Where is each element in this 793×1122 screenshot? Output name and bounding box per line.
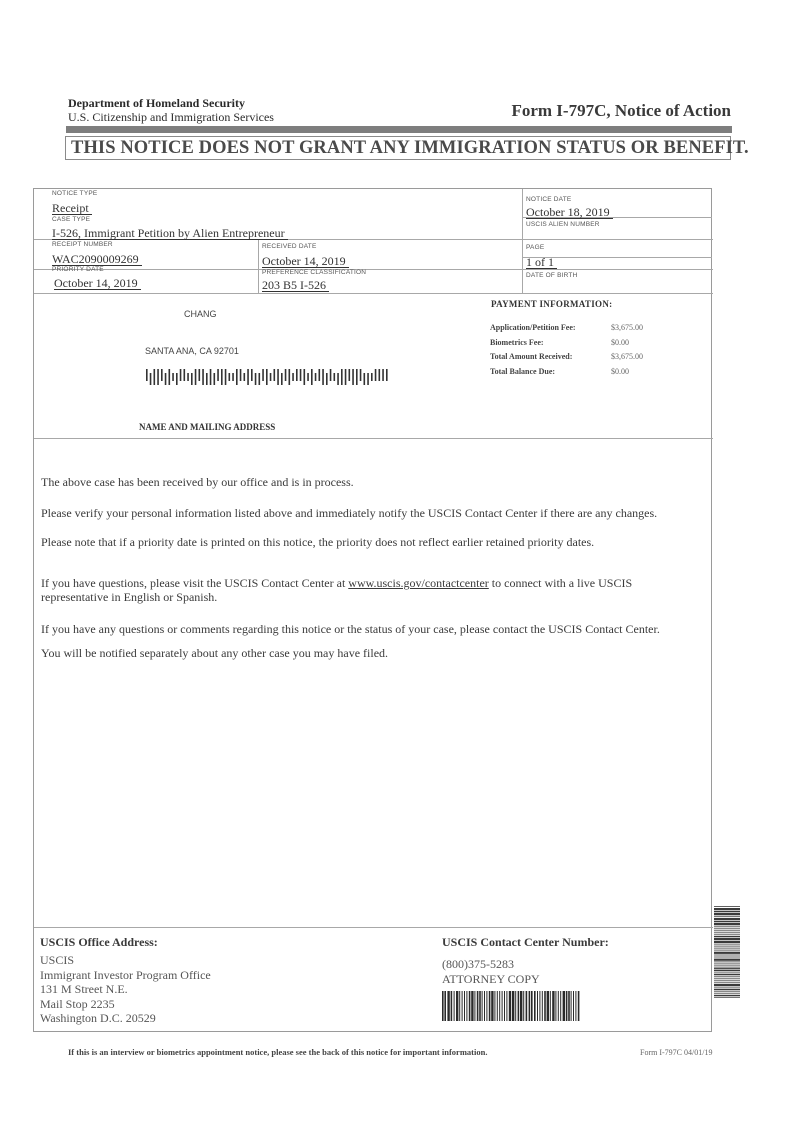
office-address: [40, 953, 211, 1026]
addressee-name: CHANG: [184, 309, 217, 319]
office-line: 131 M Street N.E.: [40, 982, 128, 997]
payment-title: PAYMENT INFORMATION:: [491, 299, 613, 309]
body-paragraph: Please verify your personal information listed above and immediately notify the USCIS Contact Center if there are any changes.: [41, 506, 658, 520]
document-barcode: [442, 991, 580, 1021]
body-paragraph: [41, 576, 696, 604]
received-date-label: RECEIVED DATE: [262, 243, 317, 250]
payment-row-label: Biometrics Fee:: [490, 338, 544, 347]
page-label: PAGE: [526, 244, 545, 251]
alien-number-label: USCIS ALIEN NUMBER: [526, 221, 600, 228]
side-barcode: [714, 906, 740, 998]
office-heading: USCIS Office Address:: [40, 935, 158, 949]
preference-label: PREFERENCE CLASSIFICATION: [262, 269, 367, 276]
priority-date-value: October 14, 2019: [54, 277, 141, 290]
priority-date-label: PRIORITY DATE: [52, 266, 104, 273]
contact-heading: USCIS Contact Center Number:: [442, 935, 609, 949]
case-type-value: I-526, Immigrant Petition by Alien Entrepreneur: [52, 227, 288, 240]
grid-divider: [34, 293, 713, 294]
form-title: Form I-797C, Notice of Action: [511, 101, 731, 120]
payment-row-label: Total Balance Due:: [490, 367, 556, 376]
contact-text: to connect with a live USCIS representative in English or Spanish.: [41, 576, 633, 604]
contact-center-link[interactable]: www.uscis.gov/contactcenter: [348, 576, 489, 590]
dob-label: DATE OF BIRTH: [526, 272, 578, 279]
office-line: Washington D.C. 20529: [40, 1011, 156, 1026]
postal-barcode: [144, 369, 392, 385]
contact-text: If you have questions, please visit the USCIS Contact Center at: [41, 576, 349, 590]
mailing-address-label: NAME AND MAILING ADDRESS: [139, 422, 276, 432]
case-type-label: CASE TYPE: [52, 216, 91, 223]
office-line: USCIS: [40, 953, 75, 967]
attorney-copy-label: ATTORNEY COPY: [442, 972, 540, 986]
body-paragraph: The above case has been received by our office and is in process.: [41, 475, 354, 489]
form-code: Form I-797C 04/01/19: [640, 1048, 713, 1057]
body-paragraph: Please note that if a priority date is printed on this notice, the priority does not reflect earlier retained priority dates.: [41, 535, 595, 549]
grid-divider: [522, 189, 523, 293]
notice-banner: THIS NOTICE DOES NOT GRANT ANY IMMIGRATION STATUS OR BENEFIT.: [65, 136, 731, 160]
page-value: 1 of 1: [526, 256, 557, 269]
payment-row-value: $3,675.00: [611, 323, 643, 332]
office-line: Immigrant Investor Program Office: [40, 967, 211, 982]
header-rule: [66, 126, 732, 133]
payment-row-label: Total Amount Received:: [490, 352, 573, 361]
notice-date-value: October 18, 2019: [526, 206, 613, 219]
address-city-line: SANTA ANA, CA 92701: [145, 346, 239, 356]
preference-value: 203 B5 I-526: [262, 279, 329, 292]
footer-note: If this is an interview or biometrics appointment notice, please see the back of this notice for important information.: [68, 1047, 488, 1057]
payment-row-value: $0.00: [611, 367, 629, 376]
department-name: Department of Homeland Security: [68, 96, 245, 110]
grid-divider: [258, 239, 259, 293]
payment-row-value: $3,675.00: [611, 352, 643, 361]
agency-name: U.S. Citizenship and Immigration Services: [68, 110, 274, 124]
received-date-value: October 14, 2019: [262, 255, 349, 268]
payment-row-value: $0.00: [611, 338, 629, 347]
receipt-number-value: WAC2090009269: [52, 253, 142, 266]
payment-row-label: Application/Petition Fee:: [490, 323, 576, 332]
receipt-number-label: RECEIPT NUMBER: [52, 241, 113, 248]
notice-type-label: NOTICE TYPE: [52, 190, 98, 197]
notice-form: [33, 188, 712, 1032]
notice-date-label: NOTICE DATE: [526, 196, 572, 203]
body-paragraph: If you have any questions or comments regarding this notice or the status of your case, please contact the USCIS Contact Center.: [41, 622, 660, 636]
body-paragraph: You will be notified separately about any other case you may have filed.: [41, 646, 389, 660]
contact-phone: (800)375-5283: [442, 957, 514, 971]
office-line: Mail Stop 2235: [40, 996, 115, 1011]
grid-divider: [34, 927, 713, 928]
notice-type-value: Receipt: [52, 202, 92, 215]
grid-divider: [34, 438, 713, 439]
grid-divider: [34, 269, 713, 270]
